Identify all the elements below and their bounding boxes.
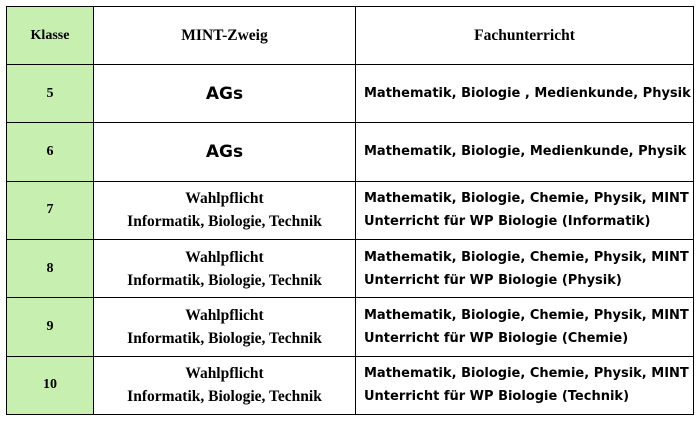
fach-cell [356, 181, 694, 239]
fach-line: Unterricht für WP Biologie (Informatik) [364, 214, 651, 230]
klasse-cell: 10 [7, 356, 94, 414]
zweig-line: Wahlpflicht [185, 190, 264, 208]
table-header [7, 7, 694, 65]
table-row [7, 298, 694, 356]
fach-line: Mathematik, Biologie , Medienkunde, Physik [364, 86, 691, 102]
fach-cell [356, 298, 694, 356]
zweig-line: AGs [205, 141, 244, 162]
fach-line: Unterricht für WP Biologie (Chemie) [364, 330, 629, 346]
zweig-line: Informatik, Biologie, Technik [127, 271, 322, 289]
fach-line: Mathematik, Biologie, Chemie, Physik, MINT [364, 366, 689, 382]
klasse-cell: 6 [7, 123, 94, 181]
klasse-cell: 5 [7, 65, 94, 123]
fach-cell [356, 123, 694, 181]
klasse-cell: 8 [7, 239, 94, 297]
header-klasse: Klasse [7, 7, 94, 65]
fach-line: Mathematik, Biologie, Chemie, Physik, MINT [364, 249, 689, 265]
zweig-cell [94, 65, 356, 123]
zweig-line: Wahlpflicht [185, 248, 264, 266]
zweig-line: AGs [205, 83, 244, 104]
klasse-cell: 9 [7, 298, 94, 356]
table-row [7, 356, 694, 414]
zweig-line: Informatik, Biologie, Technik [127, 388, 322, 406]
zweig-cell [94, 123, 356, 181]
header-fachunterricht: Fachunterricht [356, 7, 694, 65]
fach-line: Mathematik, Biologie, Chemie, Physik, MINT [364, 307, 689, 323]
fach-line: Unterricht für WP Biologie (Technik) [364, 389, 630, 405]
zweig-cell [94, 356, 356, 414]
fach-line: Mathematik, Biologie, Medienkunde, Physik [364, 144, 687, 160]
zweig-cell [94, 239, 356, 297]
fach-cell [356, 65, 694, 123]
zweig-cell [94, 298, 356, 356]
table-row [7, 181, 694, 239]
fach-line: Mathematik, Biologie, Chemie, Physik, MINT [364, 191, 689, 207]
fach-cell [356, 239, 694, 297]
fach-line: Unterricht für WP Biologie (Physik) [364, 272, 622, 288]
zweig-line: Informatik, Biologie, Technik [127, 329, 322, 347]
zweig-line: Wahlpflicht [185, 306, 264, 324]
zweig-cell [94, 181, 356, 239]
table-row [7, 65, 694, 123]
curriculum-table [6, 6, 694, 415]
table-body [7, 65, 694, 415]
table-row [7, 239, 694, 297]
table-row [7, 123, 694, 181]
fach-cell [356, 356, 694, 414]
header-row [7, 7, 694, 65]
header-mint-zweig: MINT-Zweig [94, 7, 356, 65]
klasse-cell: 7 [7, 181, 94, 239]
zweig-line: Wahlpflicht [185, 365, 264, 383]
zweig-line: Informatik, Biologie, Technik [127, 213, 322, 231]
